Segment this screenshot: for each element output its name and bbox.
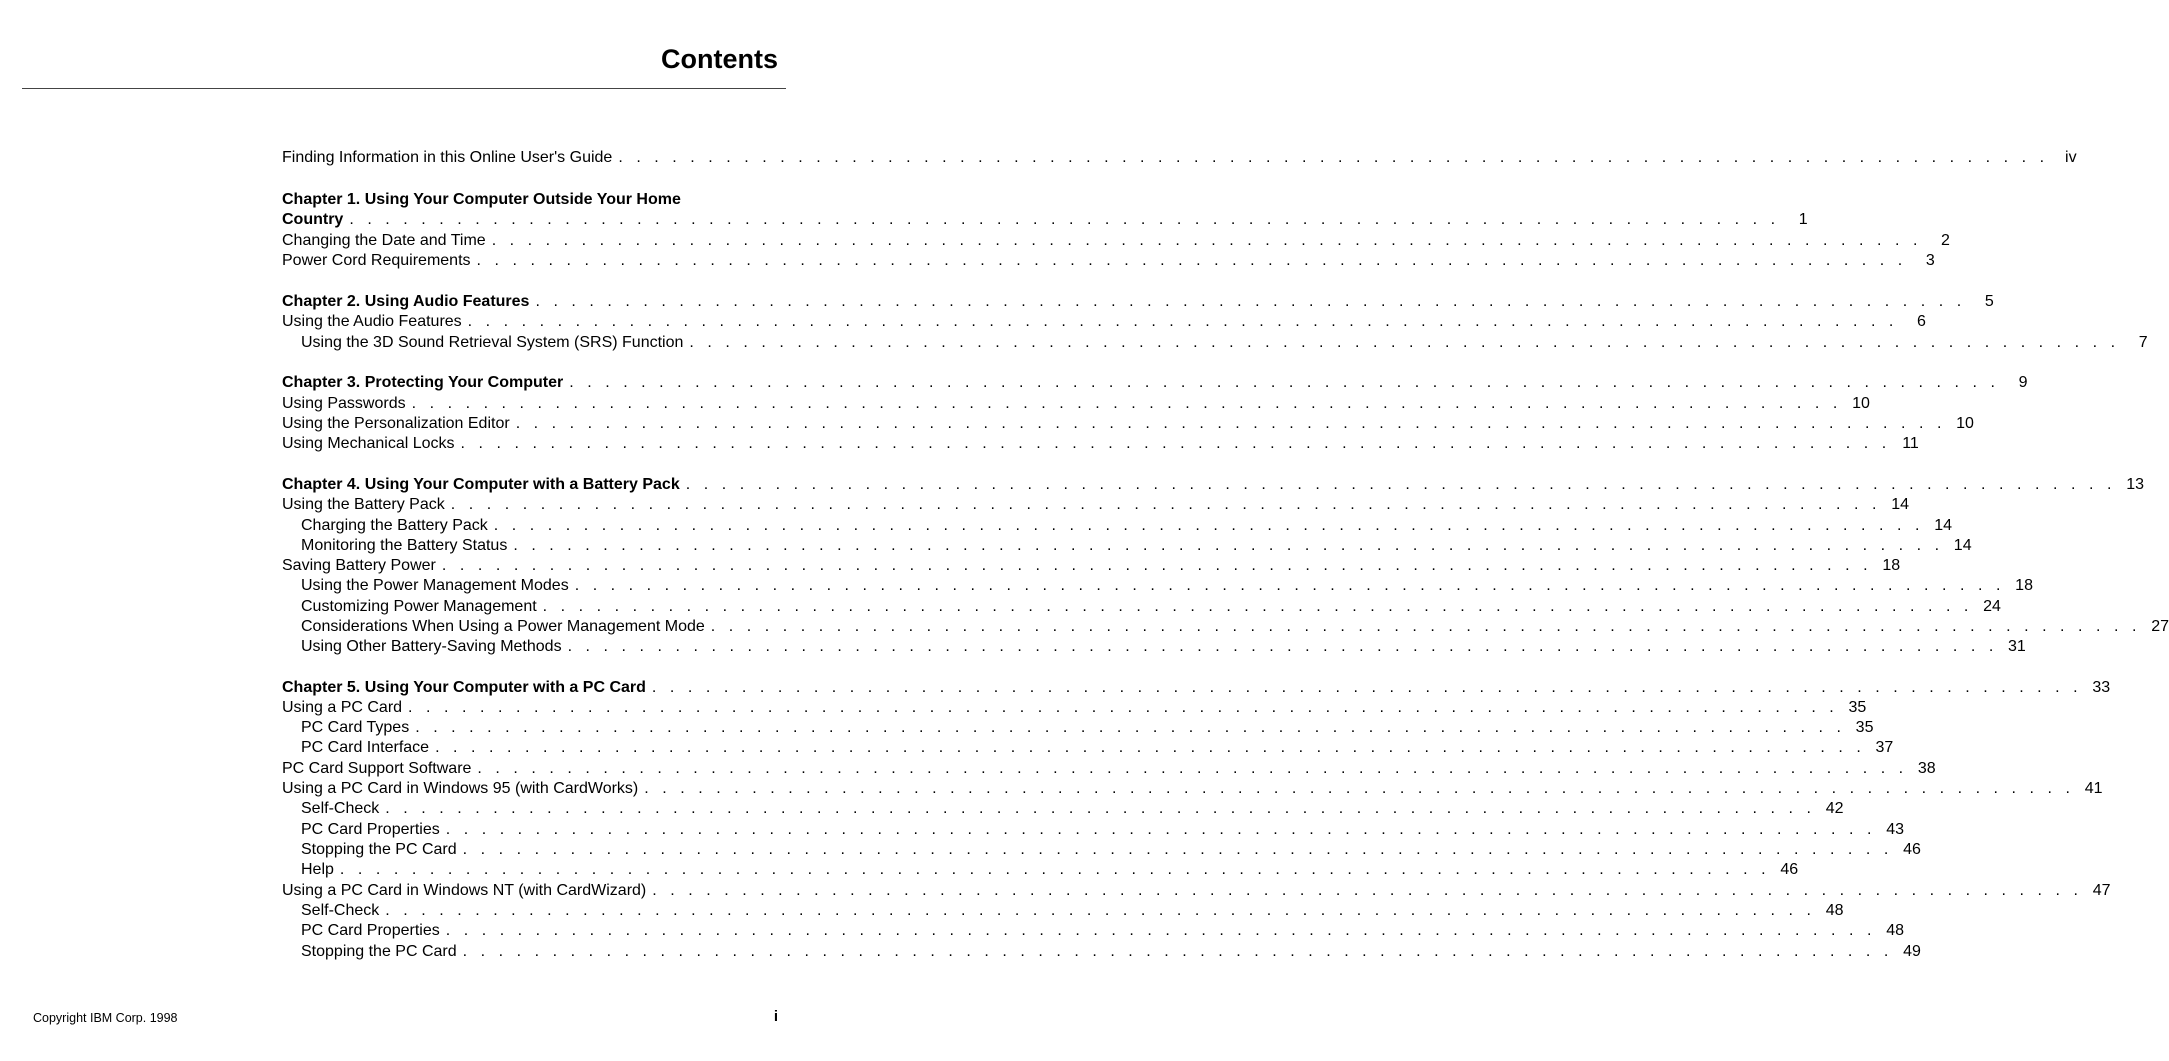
dot-leader: . . . . . . . . . . . . . . . . . . . . . . . . . . . . . . . . . . . . . . . . . . . . . . . . . . . . . . . . . . . . . . . . . . . . . . . . . . . . . . . . xyxy=(491,232,1922,249)
toc-entry-page: 18 xyxy=(2015,577,2033,594)
toc-entry[interactable] xyxy=(282,231,1950,251)
toc-entry[interactable] xyxy=(301,718,1874,738)
toc-entry-page: 24 xyxy=(1983,598,2001,615)
dot-leader: . . . . . . . . . . . . . . . . . . . . . . . . . . . . . . . . . . . . . . . . . . . . . . . . . . . . . . . . . . . . . . . . . . . . . . . . . . . . . . . . xyxy=(385,902,1816,919)
toc-entry-label: Changing the Date and Time xyxy=(282,232,486,249)
toc-entry-page: 43 xyxy=(1886,821,1904,838)
toc-chapter-entry[interactable] xyxy=(282,373,2028,393)
toc-entry-page: 14 xyxy=(1891,496,1910,513)
toc-entry[interactable] xyxy=(282,495,1910,515)
toc-entry-page: 46 xyxy=(1780,861,1799,878)
toc-entry-page: 10 xyxy=(1956,415,1974,432)
toc-entry-label: Self-Check xyxy=(301,800,380,817)
toc-entry-page: 6 xyxy=(1917,313,1926,330)
dot-leader: . . . . . . . . . . . . . . . . . . . . . . . . . . . . . . . . . . . . . . . . . . . . . . . . . . . . . . . . . . . . . . . . . . . . . . . . . . . . . . . . xyxy=(493,517,1925,534)
toc-entry-page: 11 xyxy=(1902,435,1919,452)
toc-entry-page: 38 xyxy=(1917,760,1936,777)
toc-entry[interactable] xyxy=(301,901,1844,921)
toc-chapter-entry[interactable] xyxy=(282,292,1994,312)
toc-entry[interactable] xyxy=(282,698,1867,718)
toc-entry-label: Stopping the PC Card xyxy=(301,943,457,960)
toc-entry[interactable] xyxy=(282,414,1974,434)
toc-entry-label: Power Cord Requirements xyxy=(282,252,471,269)
toc-entry-label: PC Card Types xyxy=(301,719,410,736)
toc-entry-page: 48 xyxy=(1825,902,1844,919)
toc-entry-page: 35 xyxy=(1855,719,1874,736)
toc-entry[interactable] xyxy=(282,394,1870,414)
toc-entry-page: 1 xyxy=(1798,211,1808,228)
toc-entry-label: Saving Battery Power xyxy=(282,557,436,574)
toc-entry-page: 13 xyxy=(2126,476,2144,493)
toc-entry[interactable] xyxy=(282,556,1901,576)
toc-entry-label: Using the Personalization Editor xyxy=(282,415,510,432)
toc-entry[interactable] xyxy=(301,820,1904,840)
toc-entry-label: Using a PC Card in Windows 95 (with CardWorks) xyxy=(282,780,639,797)
toc-entry[interactable] xyxy=(301,516,1953,536)
toc-entry[interactable] xyxy=(301,597,2001,617)
title-divider xyxy=(22,88,786,89)
dot-leader: . . . . . . . . . . . . . . . . . . . . . . . . . . . . . . . . . . . . . . . . . . . . . . . . . . . . . . . . . . . . . . . . . . . . . . . . . . . . . . . . xyxy=(411,395,1842,412)
toc-chapter-entry[interactable] xyxy=(282,475,2144,495)
toc-entry[interactable] xyxy=(301,738,1894,758)
chapter-1-heading-line1: Chapter 1. Using Your Computer Outside Your Home xyxy=(282,191,681,208)
toc-entry[interactable] xyxy=(301,333,2148,353)
toc-entry-page: 9 xyxy=(2018,374,2028,391)
toc-entry-label: Using the Power Management Modes xyxy=(301,577,569,594)
toc-entry[interactable] xyxy=(301,536,1972,556)
dot-leader: . . . . . . . . . . . . . . . . . . . . . . . . . . . . . . . . . . . . . . . . . . . . . . . . . . . . . . . . . . . . . . . . . . . . . . . . . . . . . . . . xyxy=(441,557,1873,574)
dot-leader: . . . . . . . . . . . . . . . . . . . . . . . . . . . . . . . . . . . . . . . . . . . . . . . . . . . . . . . . . . . . . . . . . . . . . . . . . . . . . . . . xyxy=(513,537,1944,554)
dot-leader: . . . . . . . . . . . . . . . . . . . . . . . . . . . . . . . . . . . . . . . . . . . . . . . . . . . . . . . . . . . . . . . . . . . . . . . . . . . . . . . . xyxy=(462,841,1893,858)
toc-entry-page: 18 xyxy=(1882,557,1901,574)
toc-entry-label: PC Card Interface xyxy=(301,739,430,756)
toc-entry-label: Using the 3D Sound Retrieval System (SRS) Function xyxy=(301,334,684,351)
toc-entry[interactable] xyxy=(282,759,1936,779)
toc-entry-page: 49 xyxy=(1903,943,1921,960)
toc-entry-page: 47 xyxy=(2092,882,2111,899)
toc-entry-label: Finding Information in this Online User's Guide xyxy=(282,149,613,166)
toc-entry-page: 10 xyxy=(1852,395,1870,412)
toc-entry-label: Customizing Power Management xyxy=(301,598,537,615)
dot-leader: . . . . . . . . . . . . . . . . . . . . . . . . . . . . . . . . . . . . . . . . . . . . . . . . . . . . . . . . . . . . . . . . . . . . . . . . . . . . . . . . xyxy=(644,780,2075,797)
toc-entry[interactable] xyxy=(301,799,1844,819)
toc-entry-label: PC Card Properties xyxy=(301,821,440,838)
dot-leader: . . . . . . . . . . . . . . . . . . . . . . . . . . . . . . . . . . . . . . . . . . . . . . . . . . . . . . . . . . . . . . . . . . . . . . . . . . . . . . . . xyxy=(567,638,1998,655)
toc-entry[interactable] xyxy=(301,942,1921,962)
toc-entry[interactable] xyxy=(301,617,2169,637)
page-title: Contents xyxy=(661,44,778,74)
toc-entry-label: Charging the Battery Pack xyxy=(301,517,488,534)
toc-entry-label: Chapter 2. Using Audio Features xyxy=(282,293,530,310)
toc-entry-page: 2 xyxy=(1941,232,1950,249)
toc-entry-label: Using the Battery Pack xyxy=(282,496,445,513)
toc-entry-label: Country xyxy=(282,211,344,228)
dot-leader: . . . . . . . . . . . . . . . . . . . . . . . . . . . . . . . . . . . . . . . . . . . . . . . . . . . . . . . . . . . . . . . . . . . . . . . . . . . . . . . . xyxy=(535,293,1966,310)
toc-entry-label: Chapter 5. Using Your Computer with a PC Card xyxy=(282,679,646,696)
toc-entry-label: Monitoring the Battery Status xyxy=(301,537,508,554)
dot-leader: . . . . . . . . . . . . . . . . . . . . . . . . . . . . . . . . . . . . . . . . . . . . . . . . . . . . . . . . . . . . . . . . . . . . . . . . . . . . . . . . xyxy=(460,435,1891,452)
toc-entry-label: PC Card Properties xyxy=(301,922,440,939)
toc-entry-label: Self-Check xyxy=(301,902,380,919)
dot-leader: . . . . . . . . . . . . . . . . . . . . . . . . . . . . . . . . . . . . . . . . . . . . . . . . . . . . . . . . . . . . . . . . . . . . . . . . . . . . . . . . xyxy=(349,211,1780,228)
dot-leader: . . . . . . . . . . . . . . . . . . . . . . . . . . . . . . . . . . . . . . . . . . . . . . . . . . . . . . . . . . . . . . . . . . . . . . . . . . . . . . . . xyxy=(652,882,2083,899)
dot-leader: . . . . . . . . . . . . . . . . . . . . . . . . . . . . . . . . . . . . . . . . . . . . . . . . . . . . . . . . . . . . . . . . . . . . . . . . . . . . . . . . xyxy=(515,415,1946,432)
dot-leader: . . . . . . . . . . . . . . . . . . . . . . . . . . . . . . . . . . . . . . . . . . . . . . . . . . . . . . . . . . . . . . . . . . . . . . . . . . . . . . . . xyxy=(689,334,2120,351)
dot-leader: . . . . . . . . . . . . . . . . . . . . . . . . . . . . . . . . . . . . . . . . . . . . . . . . . . . . . . . . . . . . . . . . . . . . . . . . . . . . . . . . xyxy=(476,252,1907,269)
toc-entry-page: 3 xyxy=(1925,252,1935,269)
toc-entry-label: Using a PC Card xyxy=(282,699,403,716)
dot-leader: . . . . . . . . . . . . . . . . . . . . . . . . . . . . . . . . . . . . . . . . . . . . . . . . . . . . . . . . . . . . . . . . . . . . . . . . . . . . . . . . xyxy=(685,476,2116,493)
toc-entry-page: 46 xyxy=(1903,841,1921,858)
dot-leader: . . . . . . . . . . . . . . . . . . . . . . . . . . . . . . . . . . . . . . . . . . . . . . . . . . . . . . . . . . . . . . . . . . . . . . . . . . . . . . . . xyxy=(569,374,2000,391)
dot-leader: . . . . . . . . . . . . . . . . . . . . . . . . . . . . . . . . . . . . . . . . . . . . . . . . . . . . . . . . . . . . . . . . . . . . . . . . . . . . . . . . xyxy=(710,618,2142,635)
dot-leader: . . . . . . . . . . . . . . . . . . . . . . . . . . . . . . . . . . . . . . . . . . . . . . . . . . . . . . . . . . . . . . . . . . . . . . . . . . . . . . . . xyxy=(385,800,1816,817)
toc-entry-label: Using the Audio Features xyxy=(282,313,462,330)
dot-leader: . . . . . . . . . . . . . . . . . . . . . . . . . . . . . . . . . . . . . . . . . . . . . . . . . . . . . . . . . . . . . . . . . . . . . . . . . . . . . . . . xyxy=(651,679,2083,696)
toc-entry[interactable] xyxy=(301,576,2033,596)
toc-entry-page: 37 xyxy=(1875,739,1894,756)
dot-leader: . . . . . . . . . . . . . . . . . . . . . . . . . . . . . . . . . . . . . . . . . . . . . . . . . . . . . . . . . . . . . . . . . . . . . . . . . . . . . . . . xyxy=(339,861,1771,878)
dot-leader: . . . . . . . . . . . . . . . . . . . . . . . . . . . . . . . . . . . . . . . . . . . . . . . . . . . . . . . . . . . . . . . . . . . . . . . . . . . . . . . . xyxy=(415,719,1846,736)
toc-entry-page: iv xyxy=(2065,149,2077,166)
toc-entry[interactable] xyxy=(282,434,1919,454)
dot-leader: . . . . . . . . . . . . . . . . . . . . . . . . . . . . . . . . . . . . . . . . . . . . . . . . . . . . . . . . . . . . . . . . . . . . . . . . . . . . . . . . xyxy=(450,496,1882,513)
toc-entry-label: Chapter 3. Protecting Your Computer xyxy=(282,374,564,391)
toc-entry-label: Help xyxy=(301,861,334,878)
toc-entry-page: 14 xyxy=(1934,517,1953,534)
toc-entry-page: 5 xyxy=(1984,293,1994,310)
toc-entry-page: 35 xyxy=(1848,699,1867,716)
toc-entry-label: Using Mechanical Locks xyxy=(282,435,455,452)
toc-entry[interactable] xyxy=(282,312,1926,332)
toc-entry-page: 41 xyxy=(2084,780,2103,797)
toc-entry-label: Considerations When Using a Power Management Mode xyxy=(301,618,705,635)
toc-entry-label: Using a PC Card in Windows NT (with CardWizard) xyxy=(282,882,647,899)
dot-leader: . . . . . . . . . . . . . . . . . . . . . . . . . . . . . . . . . . . . . . . . . . . . . . . . . . . . . . . . . . . . . . . . . . . . . . . . . . . . . . . . xyxy=(435,739,1866,756)
toc-entry-page: 14 xyxy=(1953,537,1972,554)
toc-entry-page: 27 xyxy=(2151,618,2169,635)
toc-chapter-entry[interactable] xyxy=(282,210,1808,230)
toc-chapter-entry[interactable] xyxy=(282,678,2111,698)
toc-entry-page: 7 xyxy=(2138,334,2148,351)
toc-entry[interactable] xyxy=(301,921,1904,941)
toc-entry[interactable] xyxy=(282,881,2111,901)
dot-leader: . . . . . . . . . . . . . . . . . . . . . . . . . . . . . . . . . . . . . . . . . . . . . . . . . . . . . . . . . . . . . . . . . . . . . . . . . . . . . . . . xyxy=(445,922,1876,939)
toc-entry[interactable] xyxy=(282,251,1935,271)
toc-entry[interactable] xyxy=(282,779,2103,799)
toc-entry-label: PC Card Support Software xyxy=(282,760,472,777)
toc-entry[interactable] xyxy=(301,637,2026,657)
toc-entry[interactable] xyxy=(301,860,1799,880)
toc-entry[interactable] xyxy=(301,840,1921,860)
toc-entry-page: 42 xyxy=(1825,800,1844,817)
dot-leader: . . . . . . . . . . . . . . . . . . . . . . . . . . . . . . . . . . . . . . . . . . . . . . . . . . . . . . . . . . . . . . . . . . . . . . . . . . . . . . . . xyxy=(477,760,1908,777)
dot-leader: . . . . . . . . . . . . . . . . . . . . . . . . . . . . . . . . . . . . . . . . . . . . . . . . . . . . . . . . . . . . . . . . . . . . . . . . . . . . . . . . xyxy=(462,943,1893,960)
dot-leader: . . . . . . . . . . . . . . . . . . . . . . . . . . . . . . . . . . . . . . . . . . . . . . . . . . . . . . . . . . . . . . . . . . . . . . . . . . . . . . . . xyxy=(542,598,1973,615)
toc-entry-label: Using Other Battery-Saving Methods xyxy=(301,638,562,655)
toc-entry[interactable] xyxy=(282,148,2077,168)
dot-leader: . . . . . . . . . . . . . . . . . . . . . . . . . . . . . . . . . . . . . . . . . . . . . . . . . . . . . . . . . . . . . . . . . . . . . . . . . . . . . . . . xyxy=(445,821,1876,838)
dot-leader: . . . . . . . . . . . . . . . . . . . . . . . . . . . . . . . . . . . . . . . . . . . . . . . . . . . . . . . . . . . . . . . . . . . . . . . . . . . . . . . . xyxy=(574,577,2005,594)
dot-leader: . . . . . . . . . . . . . . . . . . . . . . . . . . . . . . . . . . . . . . . . . . . . . . . . . . . . . . . . . . . . . . . . . . . . . . . . . . . . . . . . xyxy=(618,149,2049,166)
toc-entry-label: Using Passwords xyxy=(282,395,406,412)
toc-entry-label: Stopping the PC Card xyxy=(301,841,457,858)
toc-entry-page: 31 xyxy=(2008,638,2026,655)
dot-leader: . . . . . . . . . . . . . . . . . . . . . . . . . . . . . . . . . . . . . . . . . . . . . . . . . . . . . . . . . . . . . . . . . . . . . . . . . . . . . . . . xyxy=(408,699,1839,716)
toc-entry-label: Chapter 4. Using Your Computer with a Battery Pack xyxy=(282,476,680,493)
toc-entry-page: 48 xyxy=(1886,922,1904,939)
copyright-notice: Copyright IBM Corp. 1998 xyxy=(33,1011,178,1025)
dot-leader: . . . . . . . . . . . . . . . . . . . . . . . . . . . . . . . . . . . . . . . . . . . . . . . . . . . . . . . . . . . . . . . . . . . . . . . . . . . . . . . . xyxy=(467,313,1898,330)
toc-entry-page: 33 xyxy=(2092,679,2111,696)
page-number: i xyxy=(773,1008,778,1025)
